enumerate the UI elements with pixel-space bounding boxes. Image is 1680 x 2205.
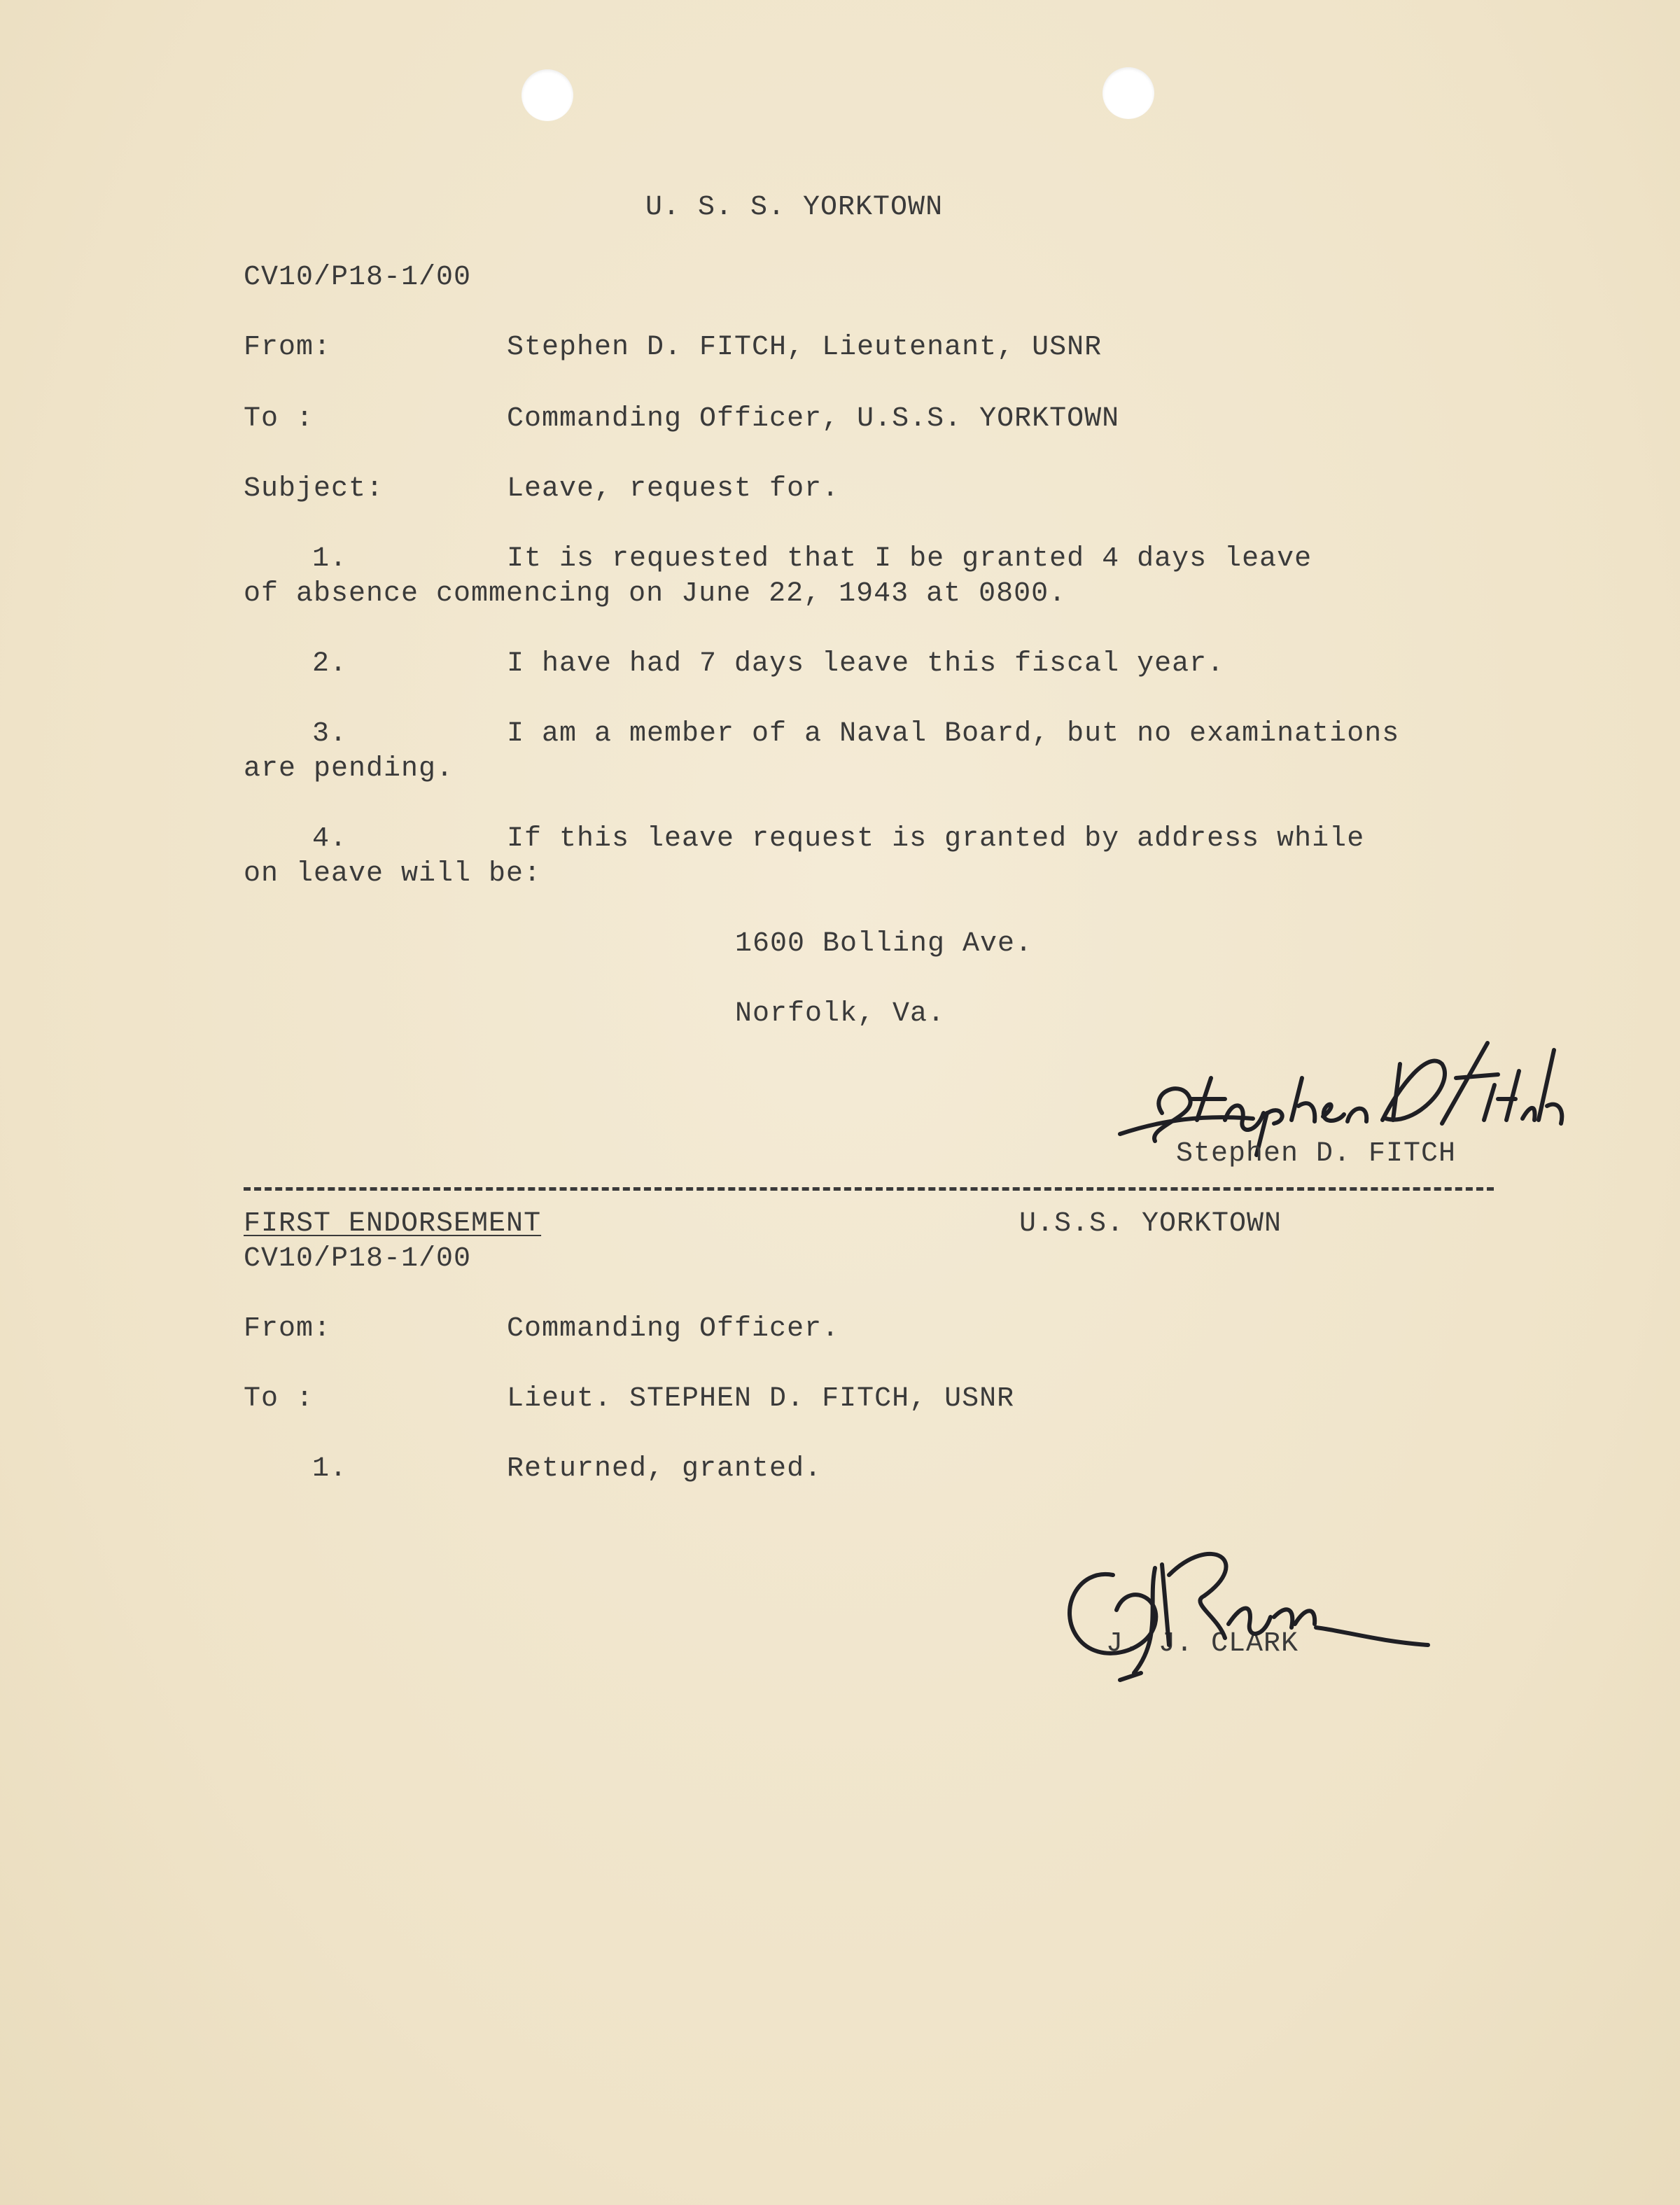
subject-value: Leave, request for. — [507, 473, 840, 505]
paragraph-3-line2: are pending. — [244, 753, 454, 785]
endorsement-from-value: Commanding Officer. — [507, 1313, 840, 1345]
paragraph-4-line1: If this leave request is granted by address while — [507, 823, 1365, 855]
from-label: From: — [244, 332, 332, 363]
letter-header: U. S. S. YORKTOWN — [645, 192, 944, 223]
to-value: Commanding Officer, U.S.S. YORKTOWN — [507, 403, 1120, 435]
paragraph-1-line1: It is requested that I be granted 4 days leave — [507, 543, 1312, 575]
punch-hole-left — [522, 69, 573, 121]
paragraph-1-line2: of absence commencing on June 22, 1943 at 0800. — [244, 578, 1067, 610]
endorsement-to-label: To : — [244, 1383, 314, 1415]
subject-label: Subject: — [244, 473, 384, 505]
paragraph-4-number: 4. — [312, 823, 348, 855]
file-number: CV10/P18-1/00 — [244, 262, 472, 293]
clark-typed-name: J. J. CLARK — [1106, 1628, 1299, 1660]
paragraph-4-line2: on leave will be: — [244, 858, 542, 890]
endorsement-from-label: From: — [244, 1313, 332, 1345]
endorsement-paragraph-text: Returned, granted. — [507, 1453, 822, 1485]
endorsement-paragraph-number: 1. — [312, 1453, 348, 1485]
from-value: Stephen D. FITCH, Lieutenant, USNR — [507, 332, 1102, 363]
address-line-1: 1600 Bolling Ave. — [735, 928, 1033, 960]
clark-signature — [1050, 1533, 1456, 1694]
endorsement-ship: U.S.S. YORKTOWN — [1019, 1208, 1282, 1240]
fitch-typed-name: Stephen D. FITCH — [1176, 1138, 1457, 1170]
endorsement-title: FIRST ENDORSEMENT — [244, 1208, 542, 1240]
address-line-2: Norfolk, Va. — [735, 998, 946, 1030]
paragraph-3-number: 3. — [312, 718, 348, 750]
paragraph-3-line1: I am a member of a Naval Board, but no examinations — [507, 718, 1400, 750]
endorsement-file-number: CV10/P18-1/00 — [244, 1243, 472, 1275]
punch-hole-right — [1102, 67, 1154, 119]
paragraph-2-line1: I have had 7 days leave this fiscal year. — [507, 648, 1225, 680]
to-label: To : — [244, 403, 314, 435]
paragraph-1-number: 1. — [312, 543, 348, 575]
paragraph-2-number: 2. — [312, 648, 348, 680]
endorsement-to-value: Lieut. STEPHEN D. FITCH, USNR — [507, 1383, 1015, 1415]
section-divider — [244, 1187, 1494, 1191]
